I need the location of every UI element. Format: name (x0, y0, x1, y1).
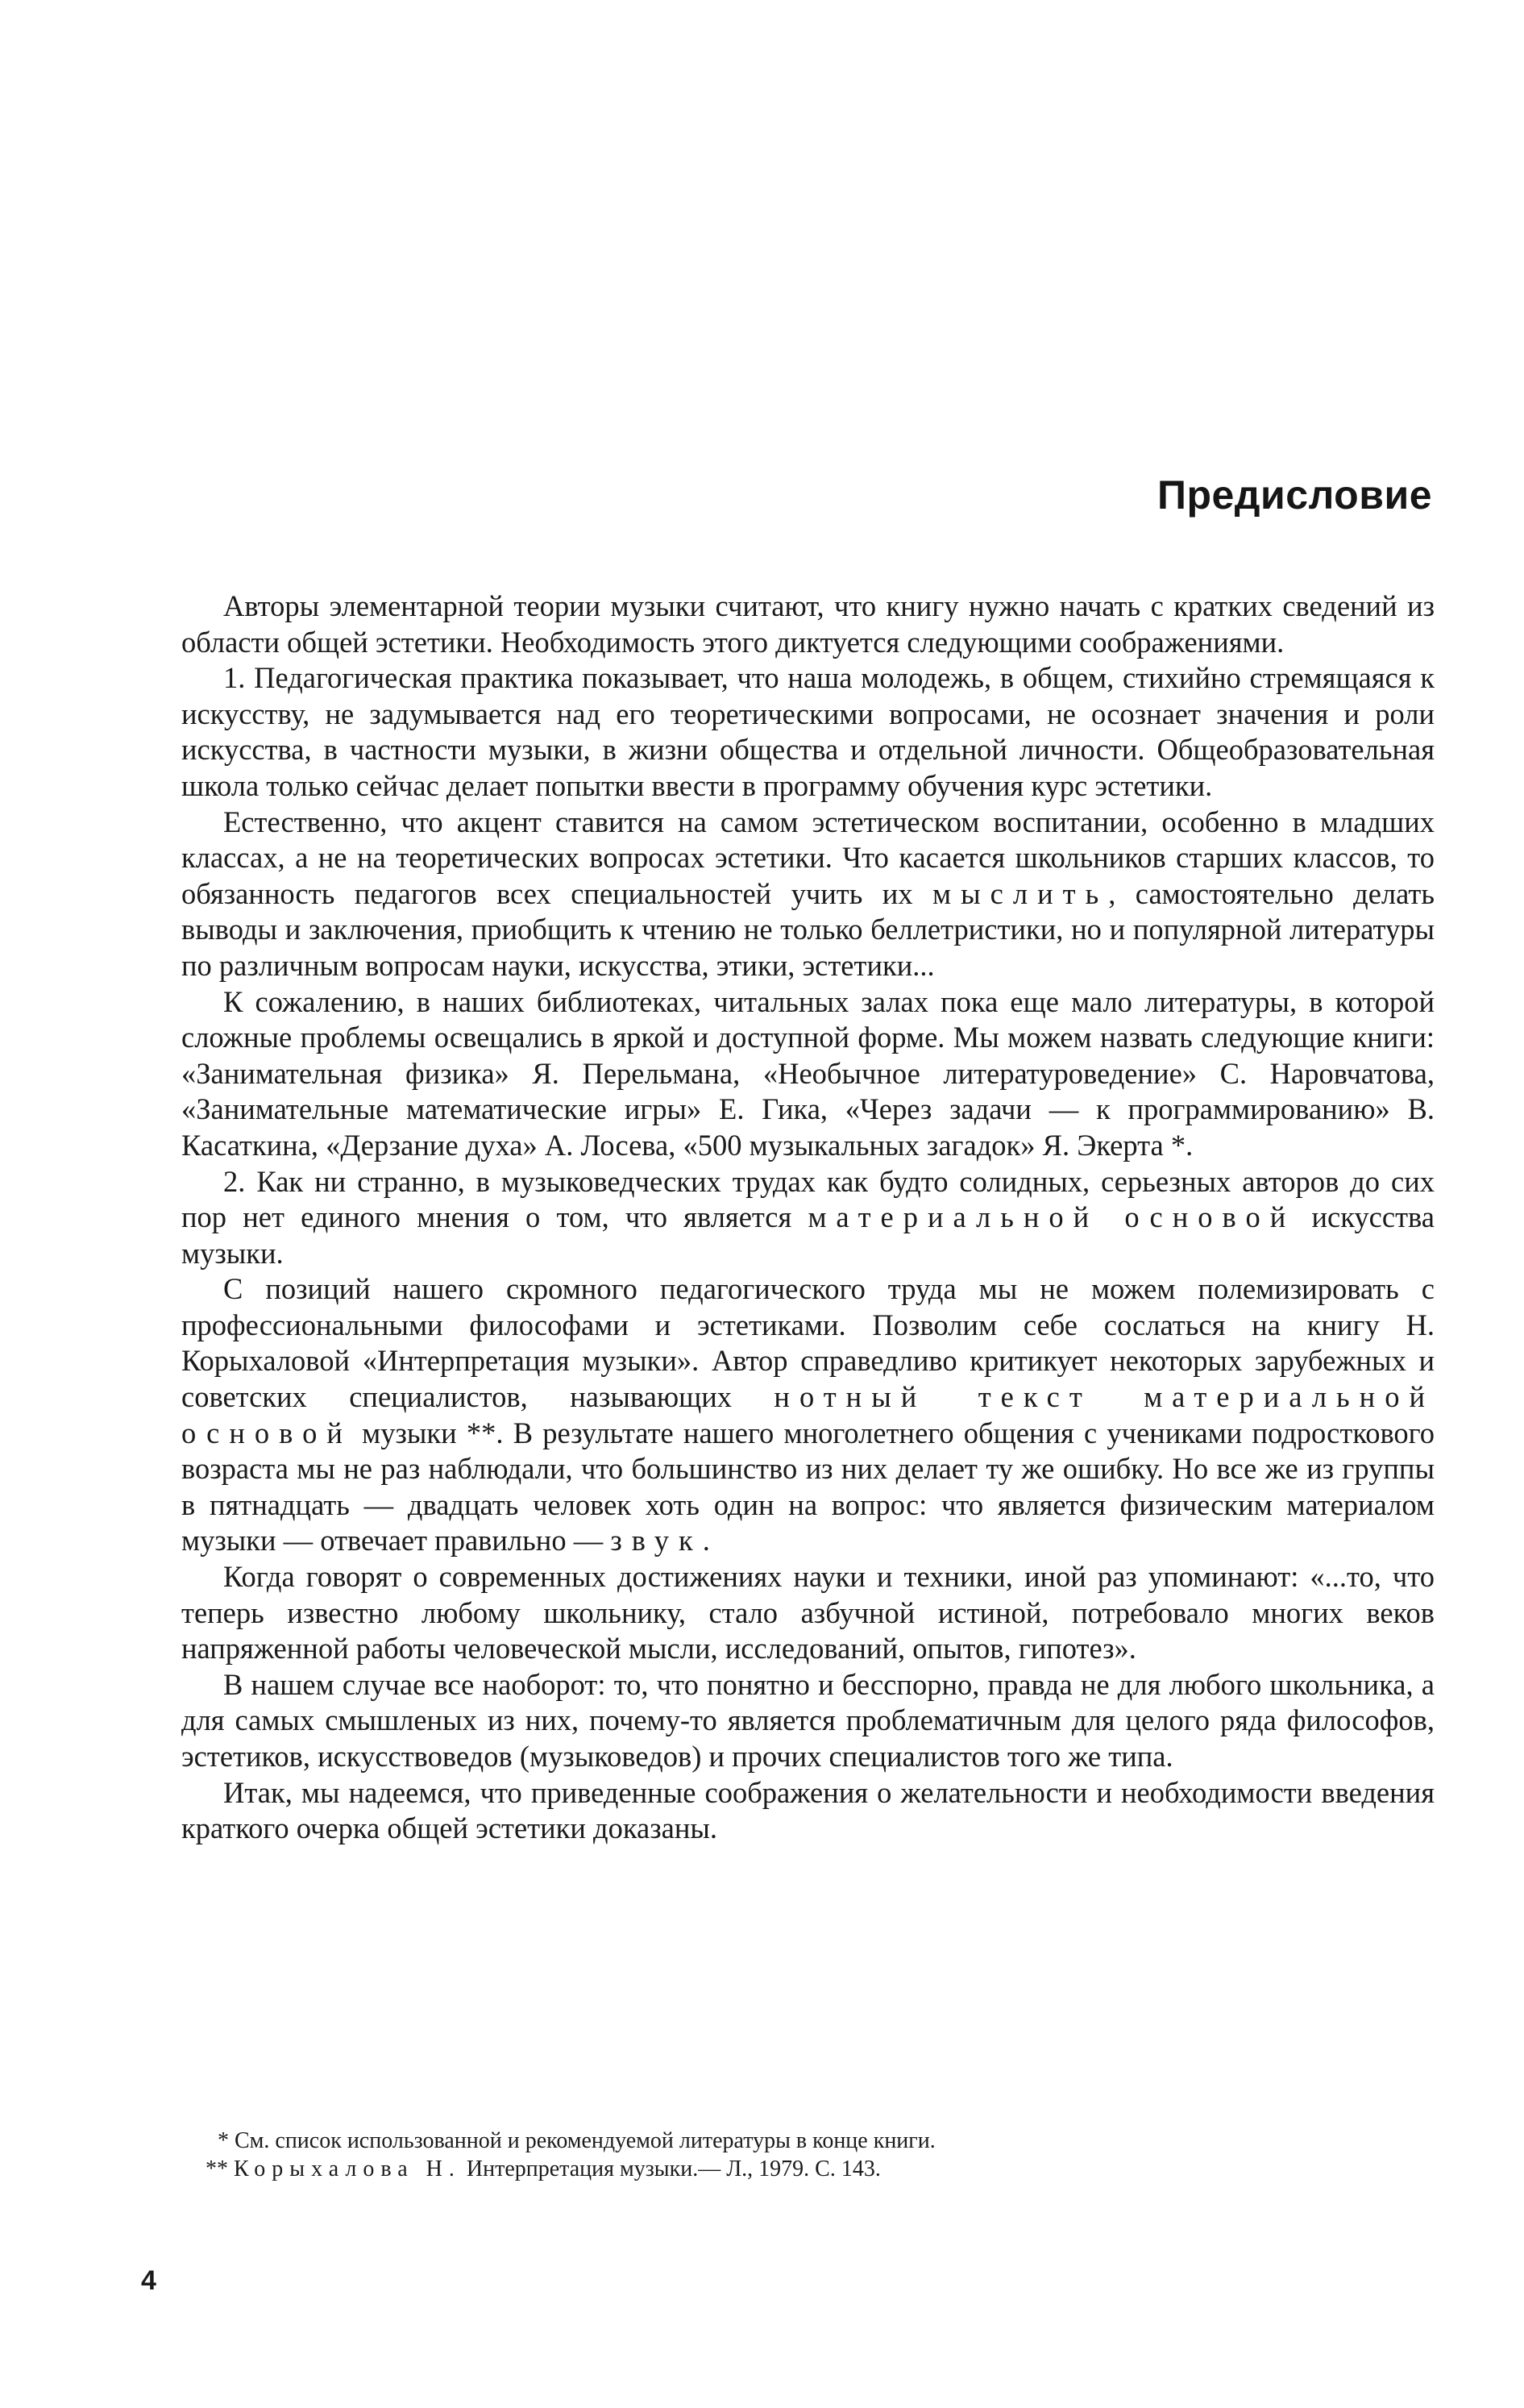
paragraph-6-text-middle: музыки **. В результате нашего многолетнего общения с учениками подросткового возраста мы не раз наблюдали, что большинство из них делает ту же ошибку. Но все же из группы в пятнадцать — двадцать человек хоть один на вопрос: что является физическим материалом музыки — отвечает правильно — (181, 1416, 1435, 1558)
paragraph-5-text-before: 2. Как ни странно, в музыковедческих трудах как будто солидных, серьезных авторов до сих пор нет единого мнения о том, что является (181, 1164, 1435, 1234)
spaced-emphasis: нотный текст материальной основой (181, 1380, 1435, 1449)
body-text (181, 588, 1435, 1847)
paragraph-6-text-after: . (702, 1524, 710, 1558)
paragraph-3 (181, 805, 1435, 984)
spaced-emphasis: звук (610, 1524, 703, 1558)
footnote-2 (181, 2155, 1435, 2183)
footnote-author: Корыхалова Н. (234, 2156, 461, 2181)
page-number: 4 (141, 2265, 156, 2296)
footnote-mark: ** (206, 2156, 228, 2181)
paragraph-9: Итак, мы надеемся, что приведенные соображения о желательности и необходимости введения краткого очерка общей эстетики доказаны. (181, 1775, 1435, 1845)
paragraph-7: Когда говорят о современных достижениях науки и техники, иной раз упоминают: «...то, что теперь известно любому школьнику, стало азбучной истиной, потребовало многих веков напряженной работы человеческой мысли, исследований, опытов, гипотез». (181, 1560, 1435, 1666)
footnote-1 (181, 2127, 1435, 2155)
paragraph-5 (181, 1164, 1435, 1272)
page-title: Предисловие (1157, 472, 1432, 518)
spaced-emphasis: материальной основой (808, 1200, 1296, 1234)
footnotes (181, 2127, 1435, 2183)
spaced-emphasis: мыслить (932, 876, 1109, 910)
paragraph-6 (181, 1271, 1435, 1559)
paragraph-3-text-before: Естественно, что акцент ставится на самом эстетическом воспитании, особенно в младших классах, а не на теоретических вопросах эстетики. Что касается школьников старших классов, то обязанность педагогов всех специальностей учить их (181, 805, 1435, 910)
footnote-text: Интерпретация музыки.— Л., 1979. С. 143. (466, 2156, 881, 2181)
paragraph-8: В нашем случае все наоборот: то, что понятно и бесспорно, правда не для любого школьника, а для самых смышленых из них, почему-то является проблематичным для целого ряда философов, эстетиков, искусствоведов (музыковедов) и прочих специалистов того же типа. (181, 1667, 1435, 1773)
paragraph-2: 1. Педагогическая практика показывает, что наша молодежь, в общем, стихийно стремящаяся к искусству, не задумывается над его теоретическими вопросами, не осознает значения и роли искусства, в частности музыки, в жизни общества и отдельной личности. Общеобразовательная школа только сейчас делает попытки ввести в программу обучения курс эстетики. (181, 661, 1435, 802)
footnote-mark: * (218, 2128, 229, 2153)
paragraph-3-text-after: , самостоятельно делать выводы и заключения, приобщить к чтению не только беллетристики, но и популярной литературы по различным вопросам науки, искусства, этики, эстетики... (181, 876, 1435, 982)
paragraph-1: Авторы элементарной теории музыки считают, что книгу нужно начать с кратких сведений из области общей эстетики. Необходимость этого диктуется следующими соображениями. (181, 589, 1435, 659)
paragraph-6-text-before: С позиций нашего скромного педагогического труда мы не можем полемизировать с профессиональными философами и эстетиками. Позволим себе сослаться на книгу Н. Корыхаловой «Интерпретация музыки». Автор справедливо критикует некоторых зарубежных и советских специалистов, называющих (181, 1272, 1435, 1414)
footnote-text: См. список использованной и рекомендуемой литературы в конце книги. (235, 2128, 936, 2153)
paragraph-5-text-after: искусства музыки. (181, 1200, 1435, 1270)
paragraph-4: К сожалению, в наших библиотеках, читальных залах пока еще мало литературы, в которой сложные проблемы освещались в яркой и доступной форме. Мы можем назвать следующие книги: «Занимательная физика» Я. Перельмана, «Необычное литературоведение» С. Наровчатова, «Занимательные математические игры» Е. Гика, «Через задачи — к программированию» В. Касаткина, «Дерзание духа» А. Лосева, «500 музыкальных загадок» Я. Экерта *. (181, 984, 1435, 1162)
